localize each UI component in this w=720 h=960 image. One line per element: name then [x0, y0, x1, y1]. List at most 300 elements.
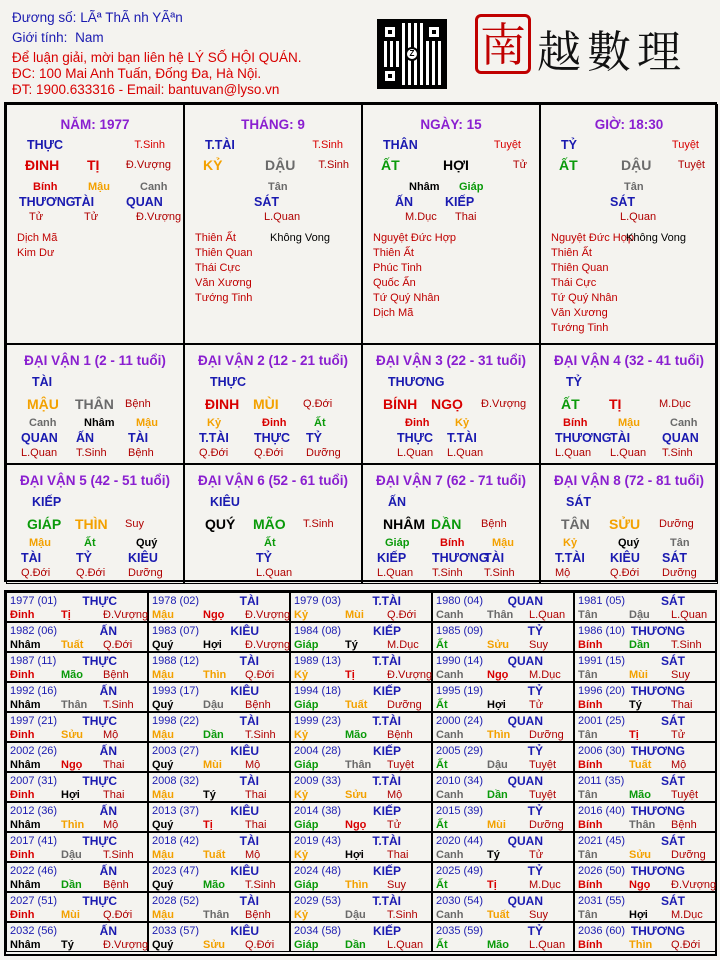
hidden-stem: Kỷ [563, 537, 578, 549]
hidden-god: KIÊU [610, 551, 640, 565]
year-label: 1998 (22) [152, 715, 200, 727]
year-god: TÀI [239, 774, 259, 788]
hidden-god: THƯƠNG [555, 431, 612, 445]
year-label: 2036 (60) [578, 925, 626, 937]
year-stem: Đinh [10, 729, 35, 741]
year-god: KIÊU [230, 924, 259, 938]
year-cell [432, 772, 574, 802]
year-branch: Hợi [345, 849, 364, 861]
year-god: ẤN [99, 924, 117, 938]
year-label: 1990 (14) [436, 655, 484, 667]
year-god: KIẾP [372, 924, 401, 938]
year-stage: L.Quan [671, 609, 708, 621]
year-cell [574, 862, 716, 892]
hidden-god: TÀI [74, 195, 95, 209]
year-branch: Thìn [345, 879, 369, 891]
year-branch: Sửu [203, 939, 226, 951]
year-cell [148, 652, 290, 682]
year-stem: Đinh [10, 789, 35, 801]
year-cell [432, 892, 574, 922]
year-stem: Đinh [10, 909, 35, 921]
year-label: 1993 (17) [152, 685, 200, 697]
luck-branch: TỊ [609, 396, 622, 412]
year-cell [290, 592, 432, 622]
year-stem: Kỷ [294, 909, 309, 921]
shen-sha-star: Dịch Mã [17, 232, 58, 244]
year-branch: Mùi [61, 909, 80, 921]
year-label: 2031 (55) [578, 895, 626, 907]
hidden-stage: L.Quan [256, 567, 293, 579]
year-god: T.TÀI [372, 894, 401, 908]
luck-stem: ẤT [561, 396, 580, 412]
year-god: TÀI [239, 714, 259, 728]
year-stage: Bệnh [245, 699, 271, 711]
year-branch: Thân [203, 909, 230, 921]
hidden-stage: T.Sinh [484, 567, 515, 579]
pillar-stem: ĐINH [25, 157, 60, 173]
hidden-stem: Ất [84, 537, 96, 549]
year-god: THỰC [82, 774, 117, 788]
year-label: 2013 (37) [152, 805, 200, 817]
year-cell [148, 682, 290, 712]
year-stem: Ất [436, 699, 448, 711]
year-god: KIẾP [372, 864, 401, 878]
year-cell [574, 622, 716, 652]
luck-period-title: ĐẠI VẬN 4 (32 - 41 tuổi) [553, 353, 705, 368]
pillar-stem: KỶ [203, 157, 223, 173]
year-cell [432, 862, 574, 892]
year-stage: Q.Đới [245, 669, 275, 681]
year-branch: Hợi [61, 789, 80, 801]
luck-branch-stage: Suy [125, 518, 144, 530]
year-cell [148, 832, 290, 862]
year-god: ẤN [99, 744, 117, 758]
year-cell [148, 922, 290, 952]
year-branch: Tuất [629, 759, 652, 771]
luck-heaven-god: KIÊU [210, 495, 240, 509]
year-god: T.TÀI [372, 714, 401, 728]
year-label: 2004 (28) [294, 745, 342, 757]
year-branch: Thân [629, 819, 656, 831]
luck-stem: GIÁP [27, 516, 62, 532]
year-label: 2021 (45) [578, 835, 626, 847]
year-label: 1988 (12) [152, 655, 200, 667]
hidden-stem: Kỷ [455, 417, 470, 429]
pillar-branch: TỊ [87, 157, 100, 173]
year-branch: Mão [203, 879, 225, 891]
pillar-heaven-god: THỰC [27, 138, 64, 152]
qr-code[interactable] [377, 19, 447, 89]
year-stage: Bệnh [671, 819, 697, 831]
year-label: 2010 (34) [436, 775, 484, 787]
year-stem: Kỷ [294, 669, 309, 681]
shen-sha-star: Quốc Ấn [373, 277, 416, 289]
year-branch: Ngọ [61, 759, 83, 771]
pillar-title: NGÀY: 15 [420, 117, 482, 132]
hidden-god: T.TÀI [447, 431, 477, 445]
year-label: 2001 (25) [578, 715, 626, 727]
year-branch: Mão [487, 939, 509, 951]
year-god: KIẾP [372, 744, 401, 758]
hidden-god: TỶ [306, 431, 322, 445]
year-branch: Dậu [203, 699, 224, 711]
hidden-stem: Kỷ [207, 417, 222, 429]
year-stem: Canh [436, 789, 464, 801]
year-god: QUAN [507, 714, 543, 728]
luck-period-title: ĐẠI VẬN 7 (62 - 71 tuổi) [375, 473, 527, 488]
year-branch: Thìn [629, 939, 653, 951]
year-stem: Tân [578, 909, 598, 921]
hidden-god: KIẾP [377, 551, 407, 565]
year-cell [290, 622, 432, 652]
hidden-god: KIẾP [445, 195, 475, 209]
gender-value: Nam [75, 30, 104, 45]
pillar-cell [362, 104, 540, 344]
owner-line: Đương số: LÃª ThÃ nh YÃªn [12, 10, 183, 25]
shen-sha-star: Không Vong [270, 232, 330, 244]
year-stage: Mộ [245, 849, 261, 861]
year-label: 2018 (42) [152, 835, 200, 847]
year-label: 1979 (03) [294, 595, 342, 607]
year-god: TỶ [527, 864, 543, 878]
year-cell [432, 712, 574, 742]
year-cell [290, 652, 432, 682]
hidden-stage: Q.Đới [610, 567, 640, 579]
year-cell [6, 922, 148, 952]
year-stage: T.Sinh [103, 699, 134, 711]
year-stage: T.Sinh [245, 879, 276, 891]
year-label: 1997 (21) [10, 715, 58, 727]
hidden-god: ẤN [395, 195, 414, 209]
year-branch: Tuất [487, 909, 510, 921]
shen-sha-star: Tứ Quý Nhân [551, 292, 618, 304]
year-branch: Dần [345, 939, 366, 951]
year-stem: Canh [436, 729, 464, 741]
brand-logo [475, 8, 715, 78]
qr-center-mark: Z [405, 47, 419, 61]
pillar-branch: HỢI [443, 157, 469, 173]
hidden-stage: L.Quan [555, 447, 592, 459]
hidden-stage: L.Quan [21, 447, 58, 459]
year-stem: Nhâm [10, 939, 41, 951]
year-cell [574, 892, 716, 922]
year-label: 1986 (10) [578, 625, 626, 637]
year-stem: Kỷ [294, 729, 309, 741]
year-branch: Tý [61, 939, 74, 951]
year-stem: Giáp [294, 699, 319, 711]
year-branch: Thân [345, 759, 372, 771]
year-label: 2000 (24) [436, 715, 484, 727]
pillar-growth-stage: Tuyệt [671, 139, 699, 151]
year-stage: Suy [529, 909, 548, 921]
year-cell [432, 652, 574, 682]
hidden-stem: Giáp [385, 537, 410, 549]
luck-branch: THÌN [75, 516, 108, 532]
year-god: TÀI [239, 594, 259, 608]
year-god: KIÊU [230, 624, 259, 638]
year-branch: Thìn [487, 729, 511, 741]
hidden-stage: L.Quan [397, 447, 434, 459]
year-label: 1980 (04) [436, 595, 484, 607]
logo-text: 越數理 [537, 27, 687, 78]
year-cell [148, 892, 290, 922]
year-cell [574, 922, 716, 952]
hidden-stem: Tân [624, 181, 644, 193]
year-stage: Dưỡng [671, 849, 706, 861]
year-stage: Đ.Vượng [671, 879, 717, 891]
luck-period-cell [6, 464, 184, 584]
luck-period-cell [184, 464, 362, 584]
year-stem: Giáp [294, 759, 319, 771]
year-cell [290, 832, 432, 862]
hidden-god: T.TÀI [199, 431, 229, 445]
year-label: 1978 (02) [152, 595, 200, 607]
pillar-heaven-god: T.TÀI [205, 138, 235, 152]
year-god: THƯƠNG [630, 684, 685, 698]
year-stem: Nhâm [10, 759, 41, 771]
year-label: 2009 (33) [294, 775, 342, 787]
hidden-stem: Ất [314, 417, 326, 429]
year-cell [290, 802, 432, 832]
year-stage: Mộ [671, 759, 687, 771]
year-god: THƯƠNG [630, 804, 685, 818]
year-branch: Thìn [203, 669, 227, 681]
year-god: QUAN [507, 834, 543, 848]
year-stem: Bính [578, 939, 603, 951]
year-stem: Bính [578, 699, 603, 711]
year-label: 2017 (41) [10, 835, 58, 847]
year-cell [148, 712, 290, 742]
year-stage: Đ.Vượng [245, 639, 291, 651]
year-stage: M.Dục [529, 669, 561, 681]
year-label: 1982 (06) [10, 625, 58, 637]
luck-stem: MẬU [27, 396, 59, 412]
year-branch: Dậu [61, 849, 82, 861]
year-god: SÁT [661, 894, 685, 908]
chart-grid [4, 102, 717, 582]
hidden-god: ẤN [76, 431, 95, 445]
luck-branch-stage: Bệnh [125, 398, 151, 410]
year-stem: Kỷ [294, 789, 309, 801]
year-god: T.TÀI [372, 774, 401, 788]
year-branch: Sửu [487, 639, 510, 651]
year-god: THƯƠNG [630, 624, 685, 638]
year-cell [6, 772, 148, 802]
year-cell [148, 592, 290, 622]
year-branch: Tý [345, 639, 358, 651]
year-god: THỰC [82, 714, 117, 728]
hidden-god: T.TÀI [555, 551, 585, 565]
year-label: 2024 (48) [294, 865, 342, 877]
shen-sha-star: Văn Xương [551, 307, 608, 319]
year-branch: Dậu [487, 759, 508, 771]
year-god: THỰC [82, 654, 117, 668]
year-stem: Kỷ [294, 849, 309, 861]
year-stage: Đ.Vượng [245, 609, 291, 621]
year-stage: L.Quan [529, 939, 566, 951]
pillar-cell [540, 104, 718, 344]
luck-branch-stage: Đ.Vượng [481, 398, 527, 410]
year-cell [574, 652, 716, 682]
year-label: 2027 (51) [10, 895, 58, 907]
year-god: SÁT [661, 834, 685, 848]
year-stage: Dưỡng [529, 729, 564, 741]
year-cell [6, 862, 148, 892]
luck-period-title: ĐẠI VẬN 8 (72 - 81 tuổi) [553, 473, 705, 488]
year-god: T.TÀI [372, 654, 401, 668]
year-branch: Dần [629, 639, 650, 651]
year-god: TỶ [527, 744, 543, 758]
year-stem: Đinh [10, 669, 35, 681]
year-branch: Tị [61, 609, 71, 621]
year-god: SÁT [661, 594, 685, 608]
year-stem: Nhâm [10, 879, 41, 891]
year-god: SÁT [661, 654, 685, 668]
year-god: TỶ [527, 624, 543, 638]
year-stem: Giáp [294, 639, 319, 651]
hidden-stage: Dưỡng [128, 567, 163, 579]
year-label: 2034 (58) [294, 925, 342, 937]
pillar-branch-stage: T.Sinh [318, 159, 349, 171]
year-stage: M.Dục [671, 909, 703, 921]
year-stage: Tử [529, 849, 544, 861]
pillar-cell [184, 104, 362, 344]
luck-stem: ĐINH [205, 396, 240, 412]
pillar-stem: ẤT [559, 157, 578, 173]
year-label: 1985 (09) [436, 625, 484, 637]
year-branch: Tị [203, 819, 213, 831]
pillar-title: GIỜ: 18:30 [594, 117, 664, 132]
year-stage: Mộ [103, 729, 119, 741]
year-cell [6, 802, 148, 832]
year-cell [432, 592, 574, 622]
year-label: 2035 (59) [436, 925, 484, 937]
year-stage: T.Sinh [245, 729, 276, 741]
year-stage: Q.Đới [671, 939, 701, 951]
hidden-stem: Canh [29, 417, 57, 429]
year-stage: Đ.Vượng [103, 609, 149, 621]
hidden-stage: Q.Đới [76, 567, 106, 579]
year-stage: Thai [245, 789, 267, 801]
hidden-stem: Mậu [618, 417, 640, 429]
year-label: 1991 (15) [578, 655, 626, 667]
hidden-stem: Giáp [459, 181, 484, 193]
luck-branch-stage: M.Dục [659, 398, 691, 410]
hidden-stem: Quý [136, 537, 158, 549]
year-cell [574, 772, 716, 802]
luck-branch: MÙI [253, 396, 279, 412]
hidden-god: QUAN [126, 195, 163, 209]
year-cell [290, 712, 432, 742]
year-stem: Bính [578, 819, 603, 831]
year-branch: Tý [629, 699, 642, 711]
year-stage: Mộ [103, 819, 119, 831]
hidden-god: SÁT [662, 551, 687, 565]
year-branch: Tị [629, 729, 639, 741]
year-god: THỰC [82, 594, 117, 608]
year-stage: Dưỡng [387, 699, 422, 711]
year-stem: Mậu [152, 729, 174, 741]
hidden-stem: Đinh [405, 417, 430, 429]
pillar-title: THÁNG: 9 [241, 117, 305, 132]
year-stem: Bính [578, 639, 603, 651]
year-stem: Quý [152, 699, 174, 711]
pillar-stem: ẤT [381, 157, 400, 173]
luck-stem: NHÂM [383, 516, 425, 532]
contact-line-3[interactable]: ĐT: 1900.633316 - Email: bantuvan@lyso.vn [12, 82, 280, 97]
shen-sha-star: Tứ Quý Nhân [373, 292, 440, 304]
year-stem: Mậu [152, 669, 174, 681]
year-cell [148, 622, 290, 652]
year-god: THƯƠNG [630, 744, 685, 758]
year-god: T.TÀI [372, 834, 401, 848]
year-god: THƯƠNG [630, 864, 685, 878]
shen-sha-star: Thái Cực [551, 277, 597, 289]
year-stem: Giáp [294, 819, 319, 831]
year-branch: Tuất [61, 639, 84, 651]
year-stem: Giáp [294, 939, 319, 951]
year-god: QUAN [507, 594, 543, 608]
year-stage: Thai [245, 819, 267, 831]
year-stem: Nhâm [10, 699, 41, 711]
year-stage: Suy [529, 639, 548, 651]
luck-heaven-god: TÀI [32, 375, 53, 389]
year-label: 2014 (38) [294, 805, 342, 817]
year-god: KIẾP [372, 804, 401, 818]
year-cell [574, 712, 716, 742]
shen-sha-star: Thiên Quan [195, 247, 253, 259]
year-label: 2023 (47) [152, 865, 200, 877]
year-stem: Bính [578, 759, 603, 771]
year-cell [574, 592, 716, 622]
year-stage: T.Sinh [103, 849, 134, 861]
year-label: 2025 (49) [436, 865, 484, 877]
year-cell [290, 892, 432, 922]
year-branch: Mùi [487, 819, 506, 831]
year-label: 2011 (35) [578, 775, 625, 787]
year-god: SÁT [661, 714, 685, 728]
year-stage: Mộ [387, 789, 403, 801]
year-stem: Kỷ [294, 609, 309, 621]
year-label: 1987 (11) [10, 655, 57, 667]
year-stem: Tân [578, 669, 598, 681]
hidden-stem: Bính [563, 417, 588, 429]
pillar-branch-stage: Tuyệt [677, 159, 705, 171]
year-stage: T.Sinh [387, 909, 418, 921]
year-stage: Đ.Vượng [103, 939, 149, 951]
pillar-heaven-god: TỶ [561, 138, 577, 152]
year-stage: Tuyệt [529, 789, 557, 801]
luck-period-cell [362, 344, 540, 464]
hidden-god: THỰC [397, 431, 434, 445]
year-cell [6, 622, 148, 652]
contact-line-1: Để luận giải, mời bạn liên hệ LÝ SỐ HỘI QUÁN. [12, 50, 302, 65]
hidden-stem: Mậu [88, 181, 110, 193]
luck-period-cell [540, 344, 718, 464]
luck-stem: QUÝ [205, 516, 236, 532]
year-branch: Thân [61, 699, 88, 711]
year-label: 1984 (08) [294, 625, 342, 637]
year-stage: Thai [103, 759, 125, 771]
hidden-stage: Đ.Vượng [136, 211, 182, 223]
pillar-cell [6, 104, 184, 344]
year-label: 2033 (57) [152, 925, 200, 937]
year-branch: Dần [203, 729, 224, 741]
year-stage: Bệnh [387, 729, 413, 741]
year-god: THỰC [82, 834, 117, 848]
year-branch: Sửu [345, 789, 368, 801]
hidden-god: THỰC [254, 431, 291, 445]
